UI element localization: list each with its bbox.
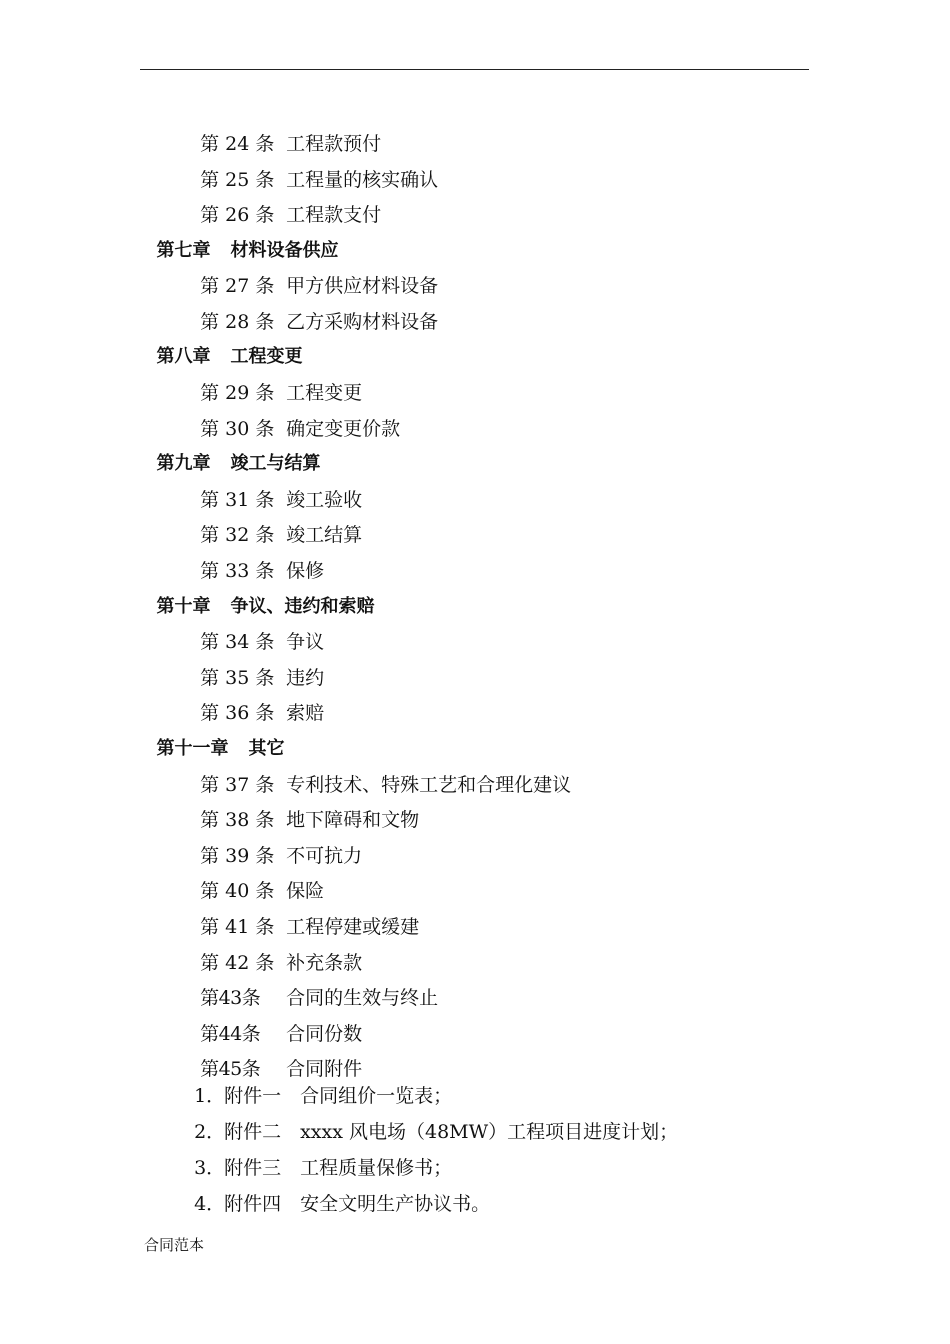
annex-number: 1．	[194, 1085, 226, 1107]
article-number: 第 26 条	[200, 204, 275, 226]
chapter-title: 争议、违约和索赔	[230, 596, 375, 617]
article-number: 第 31 条	[200, 489, 275, 511]
chapter-number: 第十章	[156, 596, 211, 617]
chapter-number: 第十一章	[156, 738, 229, 759]
chapter-number: 第八章	[156, 346, 211, 367]
article-title: 工程量的核实确认	[286, 169, 439, 191]
article-title: 补充条款	[286, 952, 363, 974]
article-title: 保险	[286, 880, 325, 902]
article-title: 竣工验收	[286, 489, 363, 511]
chapter-title: 竣工与结算	[230, 453, 321, 474]
annex-title: xxxx 风电场（48MW）工程项目进度计划；	[300, 1121, 679, 1143]
article-number: 第 25 条	[200, 169, 275, 191]
article-number: 第 29 条	[200, 382, 275, 404]
article-title: 违约	[286, 667, 325, 689]
annex-label: 附件四	[224, 1193, 282, 1215]
chapter-number: 第九章	[156, 453, 211, 474]
article-title: 合同份数	[286, 1023, 363, 1045]
article-number: 第 27 条	[200, 275, 275, 297]
article-number: 第 24 条	[200, 133, 275, 155]
article-title: 确定变更价款	[286, 418, 401, 440]
article-number: 第44条	[200, 1023, 261, 1045]
article-title: 合同的生效与终止	[286, 987, 439, 1009]
article-number: 第 38 条	[200, 809, 275, 831]
footer-label: 合同范本	[144, 1236, 205, 1254]
article-title: 争议	[286, 631, 325, 653]
article-title: 工程款预付	[286, 133, 382, 155]
article-title: 乙方采购材料设备	[286, 311, 439, 333]
annex-number: 4．	[194, 1193, 226, 1215]
article-number: 第 35 条	[200, 667, 275, 689]
article-number: 第 34 条	[200, 631, 275, 653]
annex-number: 2．	[194, 1121, 226, 1143]
chapter-title: 其它	[248, 738, 285, 759]
annex-label: 附件一	[224, 1085, 282, 1107]
article-title: 不可抗力	[286, 845, 363, 867]
annex-number: 3．	[194, 1157, 226, 1179]
article-number: 第 39 条	[200, 845, 275, 867]
article-number: 第 28 条	[200, 311, 275, 333]
article-number: 第45条	[200, 1058, 261, 1080]
article-number: 第 30 条	[200, 418, 275, 440]
chapter-title: 工程变更	[230, 346, 303, 367]
article-title: 工程停建或缓建	[286, 916, 420, 938]
article-title: 索赔	[286, 702, 325, 724]
chapter-number: 第七章	[156, 240, 211, 261]
article-title: 地下障碍和文物	[286, 809, 420, 831]
article-number: 第 37 条	[200, 774, 275, 796]
annex-title: 合同组价一览表；	[300, 1085, 453, 1107]
article-title: 保修	[286, 560, 325, 582]
annex-item-4	[182, 1168, 490, 1216]
article-title: 工程变更	[286, 382, 363, 404]
article-number: 第 42 条	[200, 952, 275, 974]
article-number: 第 41 条	[200, 916, 275, 938]
article-number: 第 36 条	[200, 702, 275, 724]
article-title: 专利技术、特殊工艺和合理化建议	[286, 774, 572, 796]
annex-label: 附件三	[224, 1157, 282, 1179]
chapter-title: 材料设备供应	[230, 240, 339, 261]
header-rule	[140, 69, 809, 70]
annex-title: 安全文明生产协议书。	[300, 1193, 491, 1215]
article-title: 合同附件	[286, 1058, 363, 1080]
article-number: 第43条	[200, 987, 261, 1009]
annex-title: 工程质量保修书；	[300, 1157, 453, 1179]
article-number: 第 40 条	[200, 880, 275, 902]
article-number: 第 32 条	[200, 524, 275, 546]
article-title: 竣工结算	[286, 524, 363, 546]
annex-label: 附件二	[224, 1121, 282, 1143]
article-title: 工程款支付	[286, 204, 382, 226]
article-number: 第 33 条	[200, 560, 275, 582]
article-title: 甲方供应材料设备	[286, 275, 439, 297]
